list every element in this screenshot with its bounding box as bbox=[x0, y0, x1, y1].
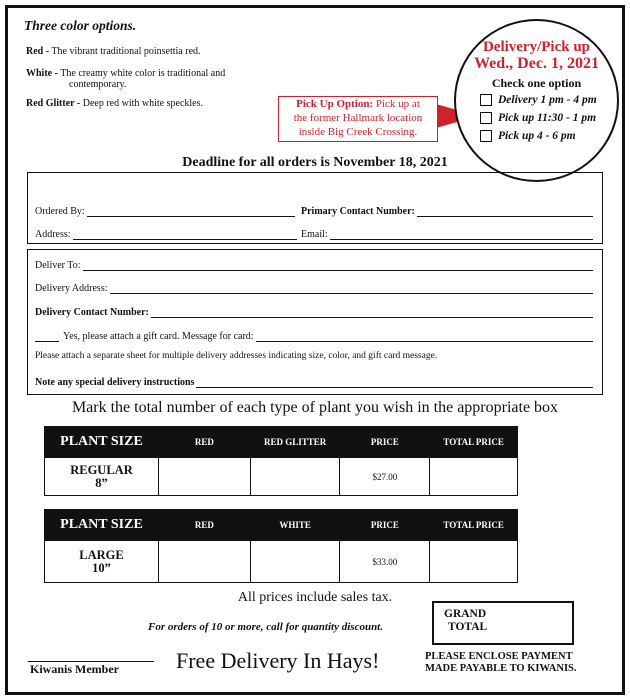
header-white: WHITE bbox=[250, 510, 340, 541]
total-price-cell[interactable] bbox=[430, 458, 518, 496]
primary-contact-line[interactable] bbox=[417, 205, 593, 217]
special-instructions-line[interactable] bbox=[196, 376, 593, 388]
orderer-info-box bbox=[27, 172, 603, 244]
checkbox[interactable] bbox=[480, 130, 492, 142]
gift-card-label: Yes, please attach a gift card. Message for card: bbox=[63, 331, 254, 342]
special-instructions-label: Note any special delivery instructions bbox=[35, 377, 195, 388]
header-red: RED bbox=[158, 427, 250, 458]
plant-size-name: LARGE bbox=[79, 547, 124, 562]
white-qty-cell[interactable] bbox=[250, 541, 340, 583]
address-label: Address: bbox=[35, 229, 71, 240]
color-option-red bbox=[26, 46, 201, 58]
primary-contact-label: Primary Contact Number: bbox=[301, 206, 415, 217]
check-one-label: Check one option bbox=[491, 76, 582, 90]
total-price-cell[interactable] bbox=[430, 541, 518, 583]
color-option-name: White - bbox=[26, 68, 58, 79]
gift-card-message-line[interactable] bbox=[256, 330, 593, 342]
checkbox[interactable] bbox=[480, 94, 492, 106]
pickup-callout bbox=[278, 96, 438, 142]
color-options-title: Three color options. bbox=[24, 18, 137, 33]
ordered-by-label: Ordered By: bbox=[35, 206, 85, 217]
table-row bbox=[45, 541, 518, 583]
checkbox[interactable] bbox=[480, 112, 492, 124]
email-line[interactable] bbox=[330, 228, 593, 240]
pickup-callout-text: the former Hallmark location bbox=[293, 112, 423, 124]
delivery-option-label: Delivery 1 pm - 4 pm bbox=[498, 94, 597, 106]
delivery-contact-field[interactable] bbox=[35, 306, 593, 318]
delivery-address-label: Delivery Address: bbox=[35, 283, 108, 294]
color-option-desc-cont: contemporary. bbox=[69, 79, 127, 90]
ordered-by-line[interactable] bbox=[87, 205, 295, 217]
color-option-desc: The vibrant traditional poinsettia red. bbox=[51, 46, 201, 57]
delivery-badge-title: Delivery/Pick up bbox=[482, 39, 591, 55]
order-table-large bbox=[44, 509, 518, 583]
header-red: RED bbox=[158, 510, 250, 541]
email-label: Email: bbox=[301, 229, 328, 240]
delivery-option[interactable] bbox=[480, 112, 596, 124]
header-plant-size: PLANT SIZE bbox=[45, 427, 159, 458]
free-delivery-text: Free Delivery In Hays! bbox=[176, 648, 380, 673]
delivery-info-box bbox=[27, 249, 603, 395]
delivery-badge-date: Wed., Dec. 1, 2021 bbox=[474, 55, 599, 72]
special-instructions-field[interactable] bbox=[35, 376, 593, 388]
header-price: PRICE bbox=[340, 427, 430, 458]
price-cell: $27.00 bbox=[340, 458, 430, 496]
delivery-option[interactable] bbox=[480, 94, 597, 106]
color-option-desc: The creamy white color is traditional and bbox=[60, 68, 226, 79]
red-glitter-qty-cell[interactable] bbox=[250, 458, 340, 496]
deliver-to-label: Deliver To: bbox=[35, 260, 81, 271]
header-red-glitter: RED GLITTER bbox=[250, 427, 340, 458]
order-table-regular bbox=[44, 426, 518, 496]
quantity-discount-note: For orders of 10 or more, call for quantity discount. bbox=[148, 621, 383, 633]
plant-size-inches: 8” bbox=[95, 475, 108, 490]
delivery-option-label: Pick up 11:30 - 1 pm bbox=[498, 112, 597, 124]
red-qty-cell[interactable] bbox=[158, 458, 250, 496]
header-total-price: TOTAL PRICE bbox=[430, 510, 518, 541]
deadline-heading: Deadline for all orders is November 18, 2021 bbox=[182, 155, 448, 170]
grand-total-box[interactable] bbox=[432, 601, 574, 645]
color-option-name: Red - bbox=[26, 46, 50, 57]
ordered-by-field[interactable] bbox=[35, 205, 295, 217]
deliver-to-line[interactable] bbox=[83, 259, 594, 271]
price-cell: $33.00 bbox=[340, 541, 430, 583]
header-plant-size: PLANT SIZE bbox=[45, 510, 159, 541]
delivery-contact-line[interactable] bbox=[151, 306, 593, 318]
gift-card-field[interactable] bbox=[35, 330, 593, 342]
color-option-name: Red Glitter - bbox=[26, 98, 81, 109]
delivery-contact-label: Delivery Contact Number: bbox=[35, 307, 149, 318]
header-total-price: TOTAL PRICE bbox=[430, 427, 518, 458]
delivery-address-line[interactable] bbox=[110, 282, 594, 294]
tax-note: All prices include sales tax. bbox=[237, 590, 393, 605]
delivery-option-label: Pick up 4 - 6 pm bbox=[498, 130, 576, 142]
plant-size-cell bbox=[45, 541, 159, 583]
payment-note-line: MADE PAYABLE TO KIWANIS. bbox=[425, 663, 577, 674]
plant-size-name: REGULAR bbox=[70, 462, 133, 477]
pickup-callout-label: Pick Up Option: bbox=[296, 98, 374, 110]
grand-total-label: TOTAL bbox=[448, 621, 488, 633]
mark-instruction: Mark the total number of each type of plant you wish in the appropriate box bbox=[71, 399, 559, 416]
plant-size-inches: 10” bbox=[92, 560, 111, 575]
primary-contact-field[interactable] bbox=[301, 205, 593, 217]
header-price: PRICE bbox=[340, 510, 430, 541]
address-line[interactable] bbox=[73, 228, 297, 240]
payment-note-line: PLEASE ENCLOSE PAYMENT bbox=[425, 651, 573, 662]
deliver-to-field[interactable] bbox=[35, 259, 593, 271]
plant-size-cell bbox=[45, 458, 159, 496]
payment-note bbox=[425, 651, 577, 675]
color-option-red-glitter bbox=[26, 98, 203, 110]
table-row bbox=[45, 458, 518, 496]
pickup-callout-text: Pick up at bbox=[373, 98, 420, 110]
delivery-option[interactable] bbox=[480, 130, 576, 142]
pickup-callout-text: inside Big Creek Crossing. bbox=[298, 126, 418, 138]
color-option-desc: Deep red with white speckles. bbox=[82, 98, 203, 109]
grand-total-label: GRAND bbox=[444, 608, 487, 620]
kiwanis-member-label: Kiwanis Member bbox=[30, 662, 119, 676]
delivery-address-field[interactable] bbox=[35, 282, 593, 294]
gift-card-mark-line[interactable] bbox=[35, 330, 59, 342]
multiple-delivery-note: Please attach a separate sheet for multiple delivery addresses indicating size, color, and gift card message. bbox=[35, 351, 438, 361]
email-field[interactable] bbox=[301, 228, 593, 240]
red-qty-cell[interactable] bbox=[158, 541, 250, 583]
address-field[interactable] bbox=[35, 228, 297, 240]
